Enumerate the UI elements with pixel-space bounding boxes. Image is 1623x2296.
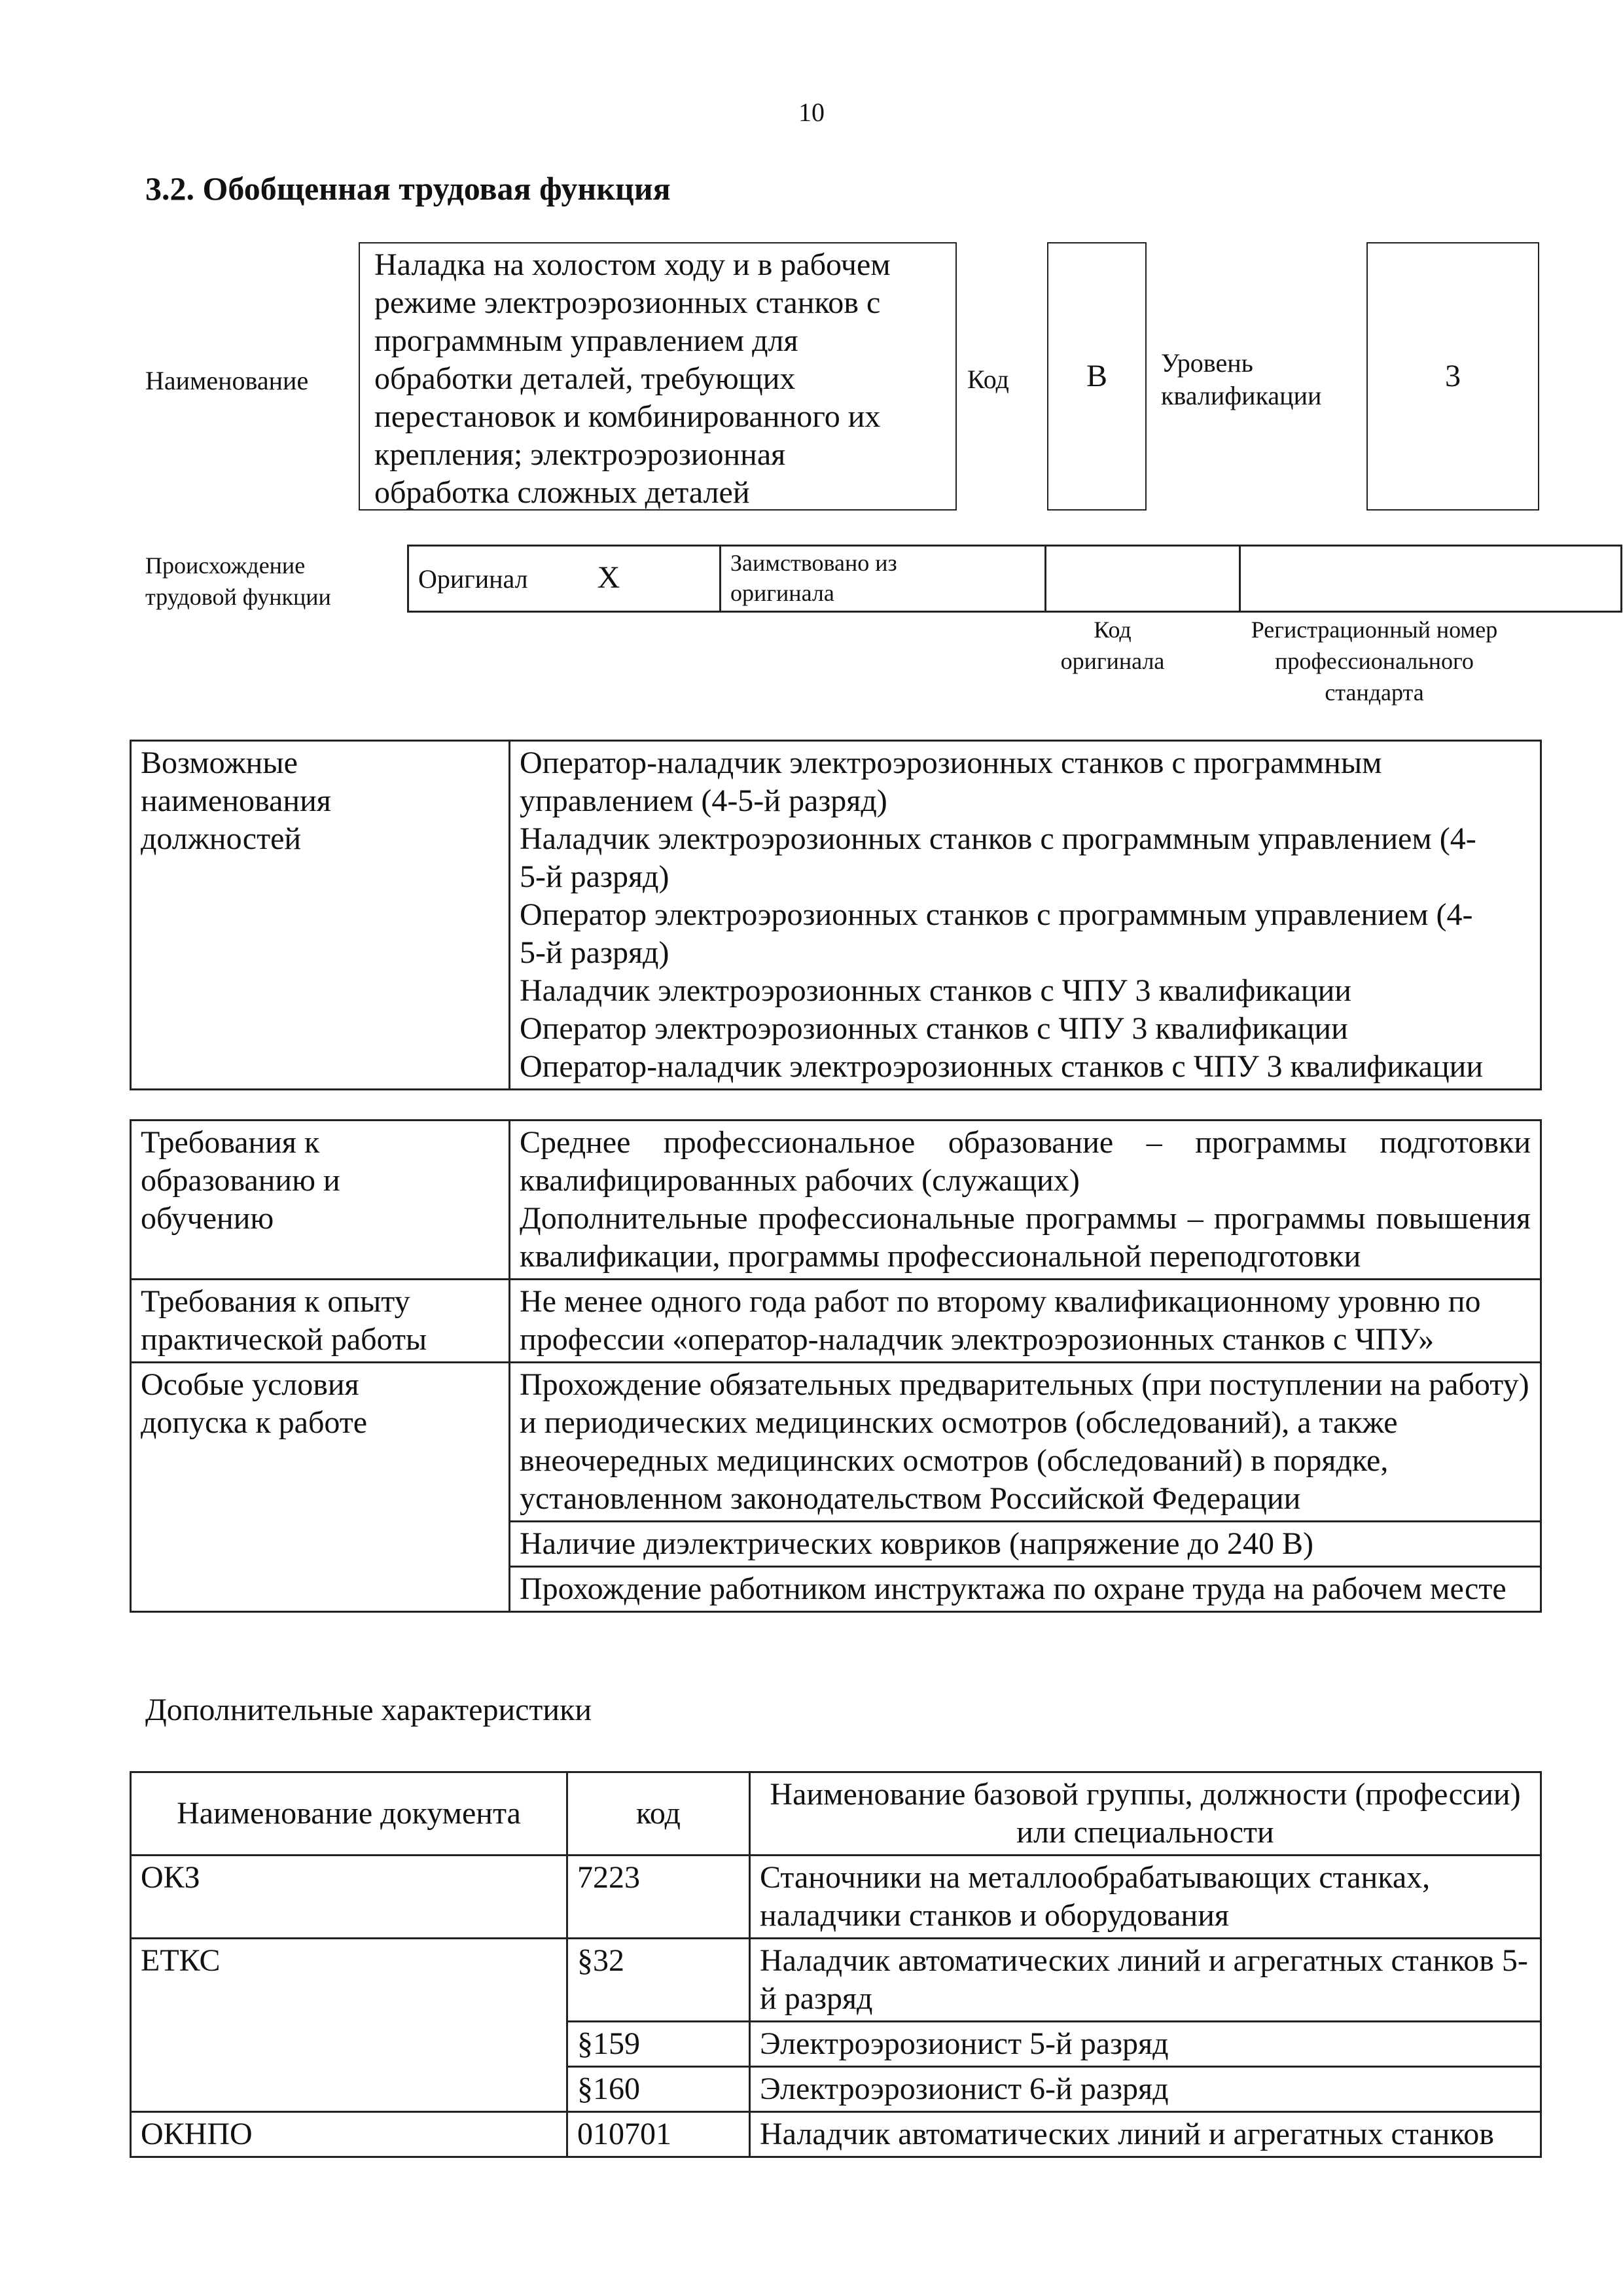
header-name: Наименование базовой группы, должности (профессии) или специальности: [750, 1772, 1541, 1856]
function-name-line: программным управлением для: [374, 323, 798, 358]
row-name: Наладчик автоматических линий и агрегатных станков 5-й разряд: [750, 1939, 1541, 2022]
header-doc: Наименование документа: [131, 1772, 567, 1856]
name-label: Наименование: [145, 366, 309, 395]
row-code: §160: [567, 2067, 750, 2112]
position-line: Оператор электроэрозионных станков с ЧПУ 3 квалификации: [520, 1011, 1348, 1046]
education-label-line: Требования к: [141, 1125, 320, 1160]
code-box: [1047, 242, 1147, 511]
positions-label-line: наименования: [141, 783, 331, 818]
function-name-line: Наладка на холостом ходу и в рабочем: [374, 247, 891, 282]
special-text-2-cell: Наличие диэлектрических ковриков (напряжение до 240 В): [510, 1522, 1541, 1567]
special-text-1-cell: Прохождение обязательных предварительных (при поступлении на работу) и периодических медицинских осмотров (обследований), а также внеочередных медицинских осмотров (обследований) в порядке, установленном законодательством Российской Федерации: [510, 1363, 1541, 1522]
origin-reg-cell: [1240, 546, 1622, 612]
positions-table: [130, 740, 1542, 1090]
row-name: Наладчик автоматических линий и агрегатных станков: [750, 2112, 1541, 2157]
row-name: Электроэрозионист 5-й разряд: [750, 2022, 1541, 2067]
position-line: Оператор электроэрозионных станков с программным управлением (4-: [520, 897, 1473, 932]
function-name-line: перестановок и комбинированного их: [374, 399, 881, 434]
function-name-line: режиме электроэрозионных станков с: [374, 285, 881, 320]
origin-label-line: Происхождение: [145, 552, 306, 579]
origin-code-cell: [1046, 546, 1240, 612]
row-code: 7223: [567, 1856, 750, 1939]
education-label-cell: [131, 1121, 510, 1280]
caption-reg-number: [1204, 614, 1544, 708]
caption-line: профессионального: [1275, 648, 1474, 674]
function-name-line: обработка сложных деталей: [374, 475, 750, 510]
row-code: §159: [567, 2022, 750, 2067]
positions-label-cell: [131, 741, 510, 1090]
level-label: [1161, 347, 1321, 412]
page-number: 10: [798, 98, 825, 127]
borrowed-label-line: оригинала: [730, 580, 834, 606]
special-label-line: допуска к работе: [141, 1405, 368, 1440]
row-name: Электроэрозионист 6-й разряд: [750, 2067, 1541, 2112]
code-value: B: [1086, 359, 1107, 393]
experience-label-cell: [131, 1280, 510, 1363]
function-name-line: крепления; электроэрозионная: [374, 437, 786, 472]
header-code: код: [567, 1772, 750, 1856]
education-label-line: обучению: [141, 1201, 274, 1236]
function-name-box: [359, 242, 957, 511]
education-label-line: образованию и: [141, 1163, 340, 1198]
function-name-line: обработки деталей, требующих: [374, 361, 796, 396]
education-text-2: Дополнительные профессиональные программы – программы повышения квалификации, программы профессиональной переподготовки: [520, 1201, 1531, 1274]
positions-label-line: должностей: [141, 821, 302, 856]
caption-line: стандарта: [1325, 679, 1424, 706]
position-line: Наладчик электроэрозионных станков с ЧПУ 3 квалификации: [520, 973, 1351, 1008]
positions-list-cell: [510, 741, 1541, 1090]
origin-original-cell: [408, 546, 721, 612]
origin-borrowed-cell: [721, 546, 1046, 612]
row-doc: ОКЗ: [131, 1856, 567, 1939]
row-doc: ОКНПО: [131, 2112, 567, 2157]
additional-title: Дополнительные характеристики: [145, 1693, 592, 1727]
position-line: 5-й разряд): [520, 935, 669, 970]
row-code: §32: [567, 1939, 750, 2022]
level-label-line: квалификации: [1161, 381, 1322, 410]
positions-label-line: Возможные: [141, 745, 298, 780]
experience-label-line: Требования к опыту: [141, 1284, 410, 1319]
original-label: Оригинал: [418, 564, 528, 594]
row-doc: ЕТКС: [131, 1939, 567, 2112]
original-mark: X: [597, 560, 620, 595]
requirements-table: [130, 1119, 1542, 1613]
caption-line: Код: [1094, 617, 1132, 643]
caption-original-code: [1021, 614, 1204, 677]
experience-text-cell: Не менее одного года работ по второму квалификационному уровню по профессии «оператор-наладчик электроэрозионных станков с ЧПУ»: [510, 1280, 1541, 1363]
caption-line: оригинала: [1060, 648, 1165, 674]
education-text-cell: [510, 1121, 1541, 1280]
position-line: 5-й разряд): [520, 859, 669, 894]
level-label-line: Уровень: [1161, 348, 1253, 378]
origin-label: [145, 550, 331, 613]
position-line: Оператор-наладчик электроэрозионных станков с программным: [520, 745, 1382, 780]
origin-label-line: трудовой функции: [145, 584, 331, 610]
position-line: управлением (4-5-й разряд): [520, 783, 887, 818]
row-code: 010701: [567, 2112, 750, 2157]
row-name: Станочники на металлообрабатывающих станках, наладчики станков и оборудования: [750, 1856, 1541, 1939]
caption-line: Регистрационный номер: [1251, 617, 1498, 643]
level-box: [1366, 242, 1539, 511]
special-label-line: Особые условия: [141, 1367, 359, 1402]
borrowed-label-line: Заимствовано из: [730, 550, 897, 576]
code-label: Код: [967, 365, 1009, 394]
education-text-1: Среднее профессиональное образование – программы подготовки квалифицированных рабочих (служащих): [520, 1125, 1531, 1198]
section-title: 3.2. Обобщенная трудовая функция: [145, 170, 671, 207]
position-line: Оператор-наладчик электроэрозионных станков с ЧПУ 3 квалификации: [520, 1049, 1484, 1084]
experience-label-line: практической работы: [141, 1322, 427, 1357]
special-text-3-cell: Прохождение работником инструктажа по охране труда на рабочем месте: [510, 1567, 1541, 1612]
special-label-cell: [131, 1363, 510, 1612]
additional-table: [130, 1771, 1542, 2158]
level-value: 3: [1445, 359, 1461, 393]
position-line: Наладчик электроэрозионных станков с программным управлением (4-: [520, 821, 1476, 856]
origin-table: [407, 545, 1622, 613]
